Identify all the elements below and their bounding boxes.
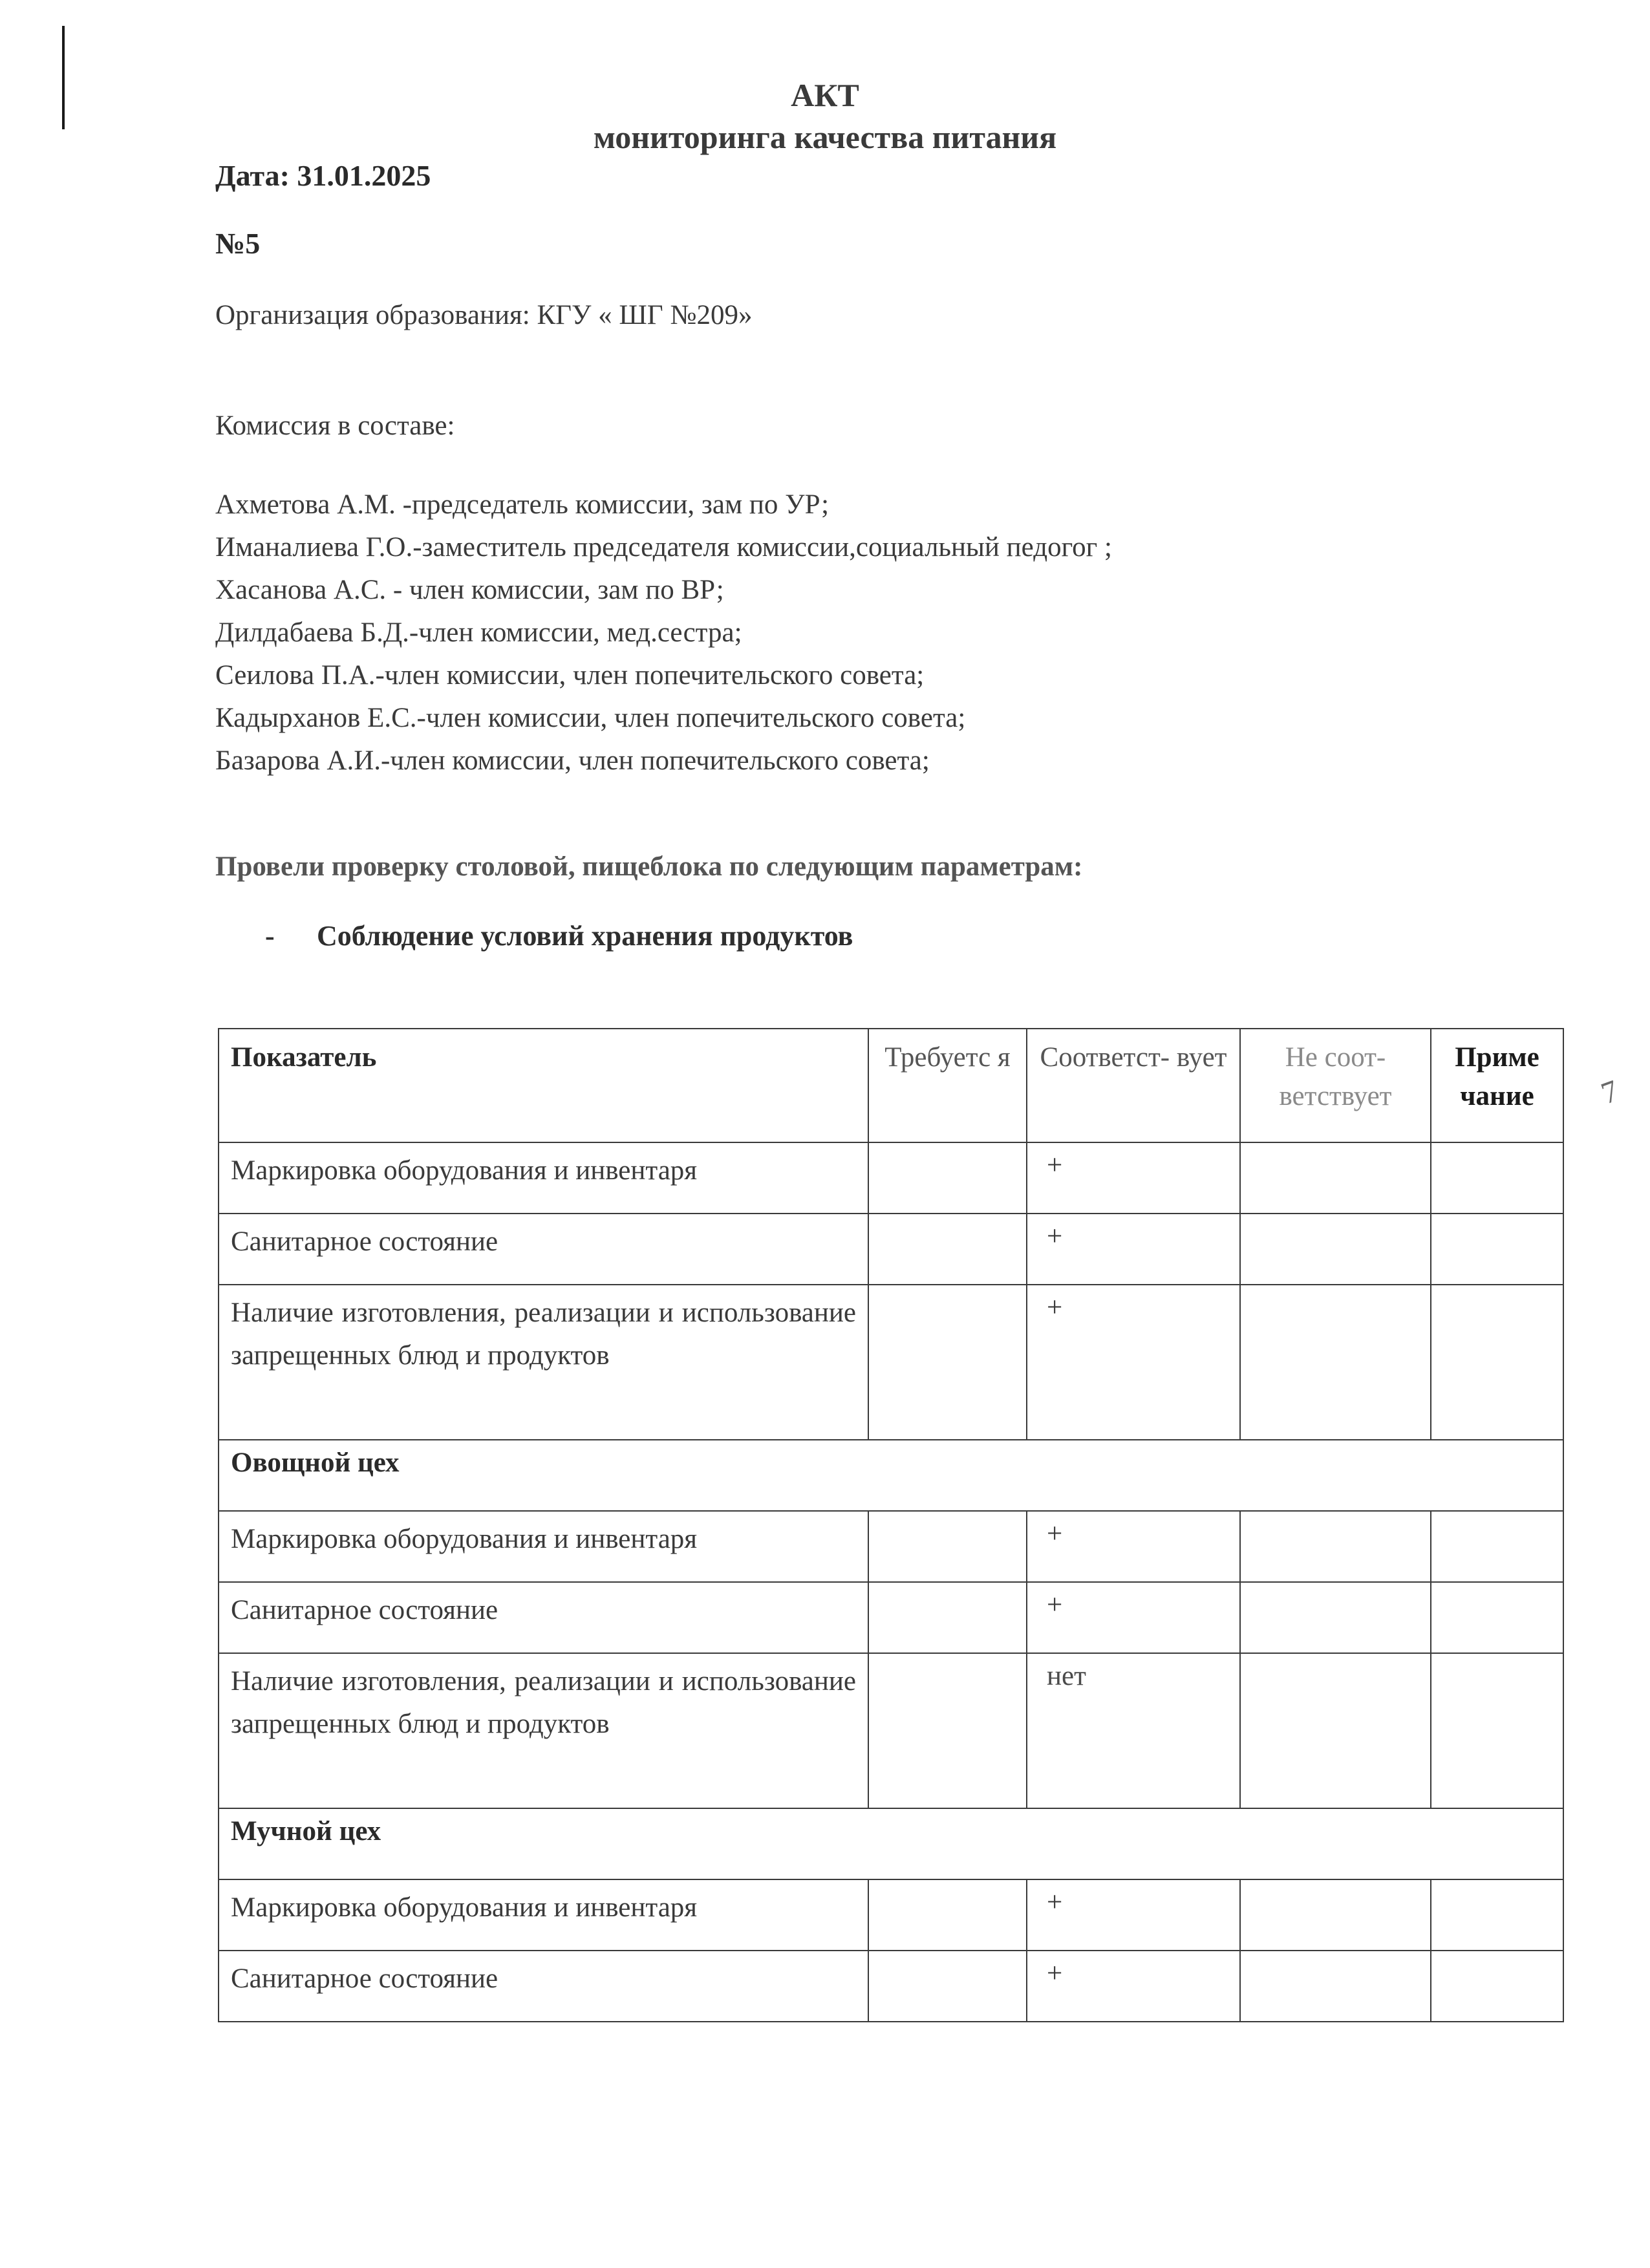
cell-complies: + [1027, 1511, 1240, 1582]
cell-not-complies [1240, 1285, 1431, 1440]
cell-complies: + [1027, 1879, 1240, 1951]
cell-indicator: Наличие изготовления, реализации и использование запрещенных блюд и продуктов [219, 1285, 868, 1440]
table-row [219, 1511, 1563, 1582]
cell-note [1431, 1142, 1563, 1214]
cell-not-complies [1240, 1653, 1431, 1808]
cell-complies: + [1027, 1142, 1240, 1214]
table-row [219, 1142, 1563, 1214]
cell-complies: + [1027, 1214, 1240, 1285]
cell-required [868, 1879, 1027, 1951]
document-number: №5 [215, 227, 261, 260]
header-not-complies: Не соот- ветствует [1240, 1029, 1431, 1142]
cell-note [1431, 1879, 1563, 1951]
cell-indicator: Санитарное состояние [219, 1582, 868, 1653]
organization-line: Организация образования: КГУ « ШГ №209» [215, 300, 753, 330]
check-heading: Провели проверку столовой, пищеблока по следующим параметрам: [215, 851, 1083, 882]
member-item: Ахметова А.М. -председатель комиссии, зам по УР; [215, 489, 830, 520]
cell-required [868, 1214, 1027, 1285]
table-header-row [219, 1029, 1563, 1142]
table-section-row [219, 1808, 1563, 1879]
handwritten-margin-mark: 7 [1596, 1073, 1623, 1111]
header-note: Приме чание [1431, 1029, 1563, 1142]
bullet-dash: - [265, 920, 275, 952]
member-item: Дилдабаева Б.Д.-член комиссии, мед.сестра; [215, 617, 742, 648]
table-row [219, 1214, 1563, 1285]
cell-required [868, 1285, 1027, 1440]
member-item: Кадырханов Е.С.-член комиссии, член попечительского совета; [215, 703, 966, 733]
cell-note [1431, 1582, 1563, 1653]
member-item: Иманалиева Г.О.-заместитель председателя комиссии,социальный педогог ; [215, 532, 1112, 562]
cell-required [868, 1142, 1027, 1214]
cell-not-complies [1240, 1951, 1431, 2022]
member-item: Базарова А.И.-член комиссии, член попечительского совета; [215, 745, 930, 776]
document-subtitle: мониторинга качества питания [593, 119, 1057, 155]
cell-required [868, 1511, 1027, 1582]
cell-complies: + [1027, 1582, 1240, 1653]
header-complies: Соответст- вует [1027, 1029, 1240, 1142]
cell-note [1431, 1285, 1563, 1440]
cell-indicator: Наличие изготовления, реализации и использование запрещенных блюд и продуктов [219, 1653, 868, 1808]
table-row [219, 1653, 1563, 1808]
table-section-row [219, 1440, 1563, 1511]
cell-not-complies [1240, 1511, 1431, 1582]
table-row [219, 1879, 1563, 1951]
section-label: Овощной цех [219, 1440, 1563, 1511]
cell-indicator: Санитарное состояние [219, 1214, 868, 1285]
cell-indicator: Маркировка оборудования и инвентаря [219, 1511, 868, 1582]
header-indicator: Показатель [219, 1029, 868, 1142]
document-title: АКТ [791, 77, 859, 113]
cell-note [1431, 1511, 1563, 1582]
cell-complies: + [1027, 1285, 1240, 1440]
section-heading [265, 919, 853, 952]
cell-required [868, 1951, 1027, 2022]
section-label: Мучной цех [219, 1808, 1563, 1879]
member-item: Сеилова П.А.-член комиссии, член попечительского совета; [215, 660, 925, 690]
table-row [219, 1582, 1563, 1653]
cell-indicator: Маркировка оборудования и инвентаря [219, 1879, 868, 1951]
cell-not-complies [1240, 1142, 1431, 1214]
cell-note [1431, 1214, 1563, 1285]
cell-complies: + [1027, 1951, 1240, 2022]
cell-indicator: Санитарное состояние [219, 1951, 868, 2022]
inspection-table [218, 1028, 1564, 2022]
commission-members-list [215, 484, 1112, 782]
cell-required [868, 1582, 1027, 1653]
document-date: Дата: 31.01.2025 [215, 159, 431, 192]
cell-note [1431, 1653, 1563, 1808]
cell-not-complies [1240, 1879, 1431, 1951]
table-row [219, 1285, 1563, 1440]
header-required: Требуетс я [868, 1029, 1027, 1142]
section-title: Соблюдение условий хранения продуктов [317, 920, 853, 952]
cell-not-complies [1240, 1582, 1431, 1653]
cell-indicator: Маркировка оборудования и инвентаря [219, 1142, 868, 1214]
table-row [219, 1951, 1563, 2022]
cell-required [868, 1653, 1027, 1808]
cell-not-complies [1240, 1214, 1431, 1285]
cell-complies: нет [1027, 1653, 1240, 1808]
cell-note [1431, 1951, 1563, 2022]
commission-heading: Комиссия в составе: [215, 411, 455, 441]
member-item: Хасанова А.С. - член комиссии, зам по ВР; [215, 575, 724, 605]
